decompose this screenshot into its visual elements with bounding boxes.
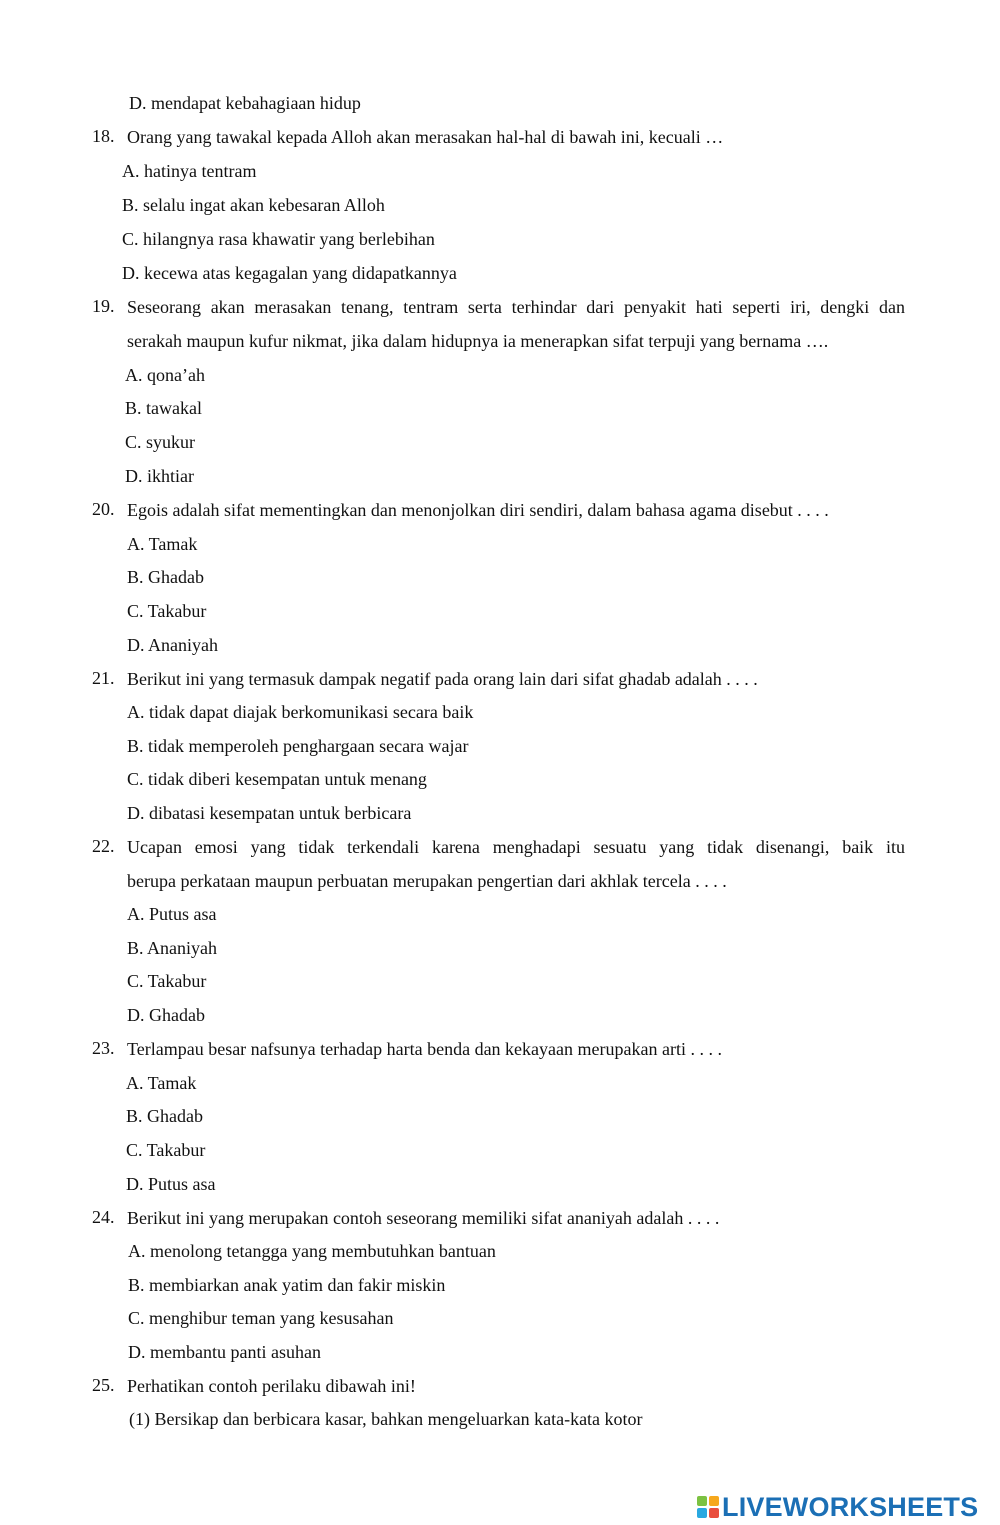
question-18-text: Orang yang tawakal kepada Alloh akan merasakan hal-hal di bawah ini, kecuali …	[127, 127, 724, 147]
option-23-b: B. Ghadab	[126, 1106, 203, 1126]
option-18-b: B. selalu ingat akan kebesaran Alloh	[122, 195, 385, 215]
option-22-b: B. Ananiyah	[127, 938, 217, 958]
question-22-text-line-1: Ucapan emosi yang tidak terkendali karena menghadapi sesuatu yang tidak disenangi, baik itu	[127, 837, 905, 857]
option-19-b: B. tawakal	[125, 398, 202, 418]
option-19-d: D. ikhtiar	[125, 466, 194, 486]
question-21-text: Berikut ini yang termasuk dampak negatif pada orang lain dari sifat ghadab adalah . . . .	[127, 669, 758, 689]
option-23-a: A. Tamak	[126, 1073, 197, 1093]
option-22-a: A. Putus asa	[127, 904, 217, 924]
question-19-text-line-2: serakah maupun kufur nikmat, jika dalam hidupnya ia menerapkan sifat terpuji yang bernama ….	[127, 331, 829, 351]
option-22-d: D. Ghadab	[127, 1005, 205, 1025]
option-24-d: D. membantu panti asuhan	[128, 1342, 321, 1362]
question-19-text-line-1: Seseorang akan merasakan tenang, tentram serta terhindar dari penyakit hati seperti iri, dengki dan	[127, 297, 905, 317]
option-24-a: A. menolong tetangga yang membutuhkan bantuan	[128, 1241, 496, 1261]
question-25-number: 25.	[92, 1375, 115, 1395]
option-19-c: C. syukur	[125, 432, 196, 452]
option-20-c: C. Takabur	[127, 601, 207, 621]
question-24-number: 24.	[92, 1207, 115, 1227]
question-22-text-line-2: berupa perkataan maupun perbuatan merupakan pengertian dari akhlak tercela . . . .	[127, 871, 727, 891]
option-23-d: D. Putus asa	[126, 1174, 216, 1194]
option-21-d: D. dibatasi kesempatan untuk berbicara	[127, 803, 412, 823]
option-20-b: B. Ghadab	[127, 567, 204, 587]
question-23-number: 23.	[92, 1038, 115, 1058]
option-20-d: D. Ananiyah	[127, 635, 218, 655]
option-19-a: A. qona’ah	[125, 365, 205, 385]
liveworksheets-logo-icon	[697, 1496, 719, 1518]
option-21-c: C. tidak diberi kesempatan untuk menang	[127, 769, 427, 789]
liveworksheets-logo	[697, 1490, 997, 1524]
option-24-b: B. membiarkan anak yatim dan fakir miskin	[128, 1275, 446, 1295]
option-17-d: D. mendapat kebahagiaan hidup	[129, 93, 361, 113]
question-24-text: Berikut ini yang merupakan contoh seseorang memiliki sifat ananiyah adalah . . . .	[127, 1208, 720, 1228]
option-18-a: A. hatinya tentram	[122, 161, 257, 181]
option-22-c: C. Takabur	[127, 971, 207, 991]
option-18-c: C. hilangnya rasa khawatir yang berlebihan	[122, 229, 435, 249]
option-23-c: C. Takabur	[126, 1140, 206, 1160]
question-18-number: 18.	[92, 126, 115, 146]
question-25-text: Perhatikan contoh perilaku dibawah ini!	[127, 1376, 416, 1396]
option-21-b: B. tidak memperoleh penghargaan secara wajar	[127, 736, 469, 756]
question-19-number: 19.	[92, 296, 115, 316]
question-20-number: 20.	[92, 499, 115, 519]
liveworksheets-logo-text: LIVEWORKSHEETS	[722, 1491, 979, 1522]
question-23-text: Terlampau besar nafsunya terhadap harta benda dan kekayaan merupakan arti . . . .	[127, 1039, 722, 1059]
question-21-number: 21.	[92, 668, 115, 688]
question-25-statement-1: (1) Bersikap dan berbicara kasar, bahkan mengeluarkan kata-kata kotor	[129, 1409, 643, 1429]
option-18-d: D. kecewa atas kegagalan yang didapatkannya	[122, 263, 457, 283]
option-20-a: A. Tamak	[127, 534, 198, 554]
option-24-c: C. menghibur teman yang kesusahan	[128, 1308, 394, 1328]
question-22-number: 22.	[92, 836, 115, 856]
option-21-a: A. tidak dapat diajak berkomunikasi secara baik	[127, 702, 474, 722]
question-20-text: Egois adalah sifat mementingkan dan menonjolkan diri sendiri, dalam bahasa agama disebut . . . .	[127, 500, 829, 520]
